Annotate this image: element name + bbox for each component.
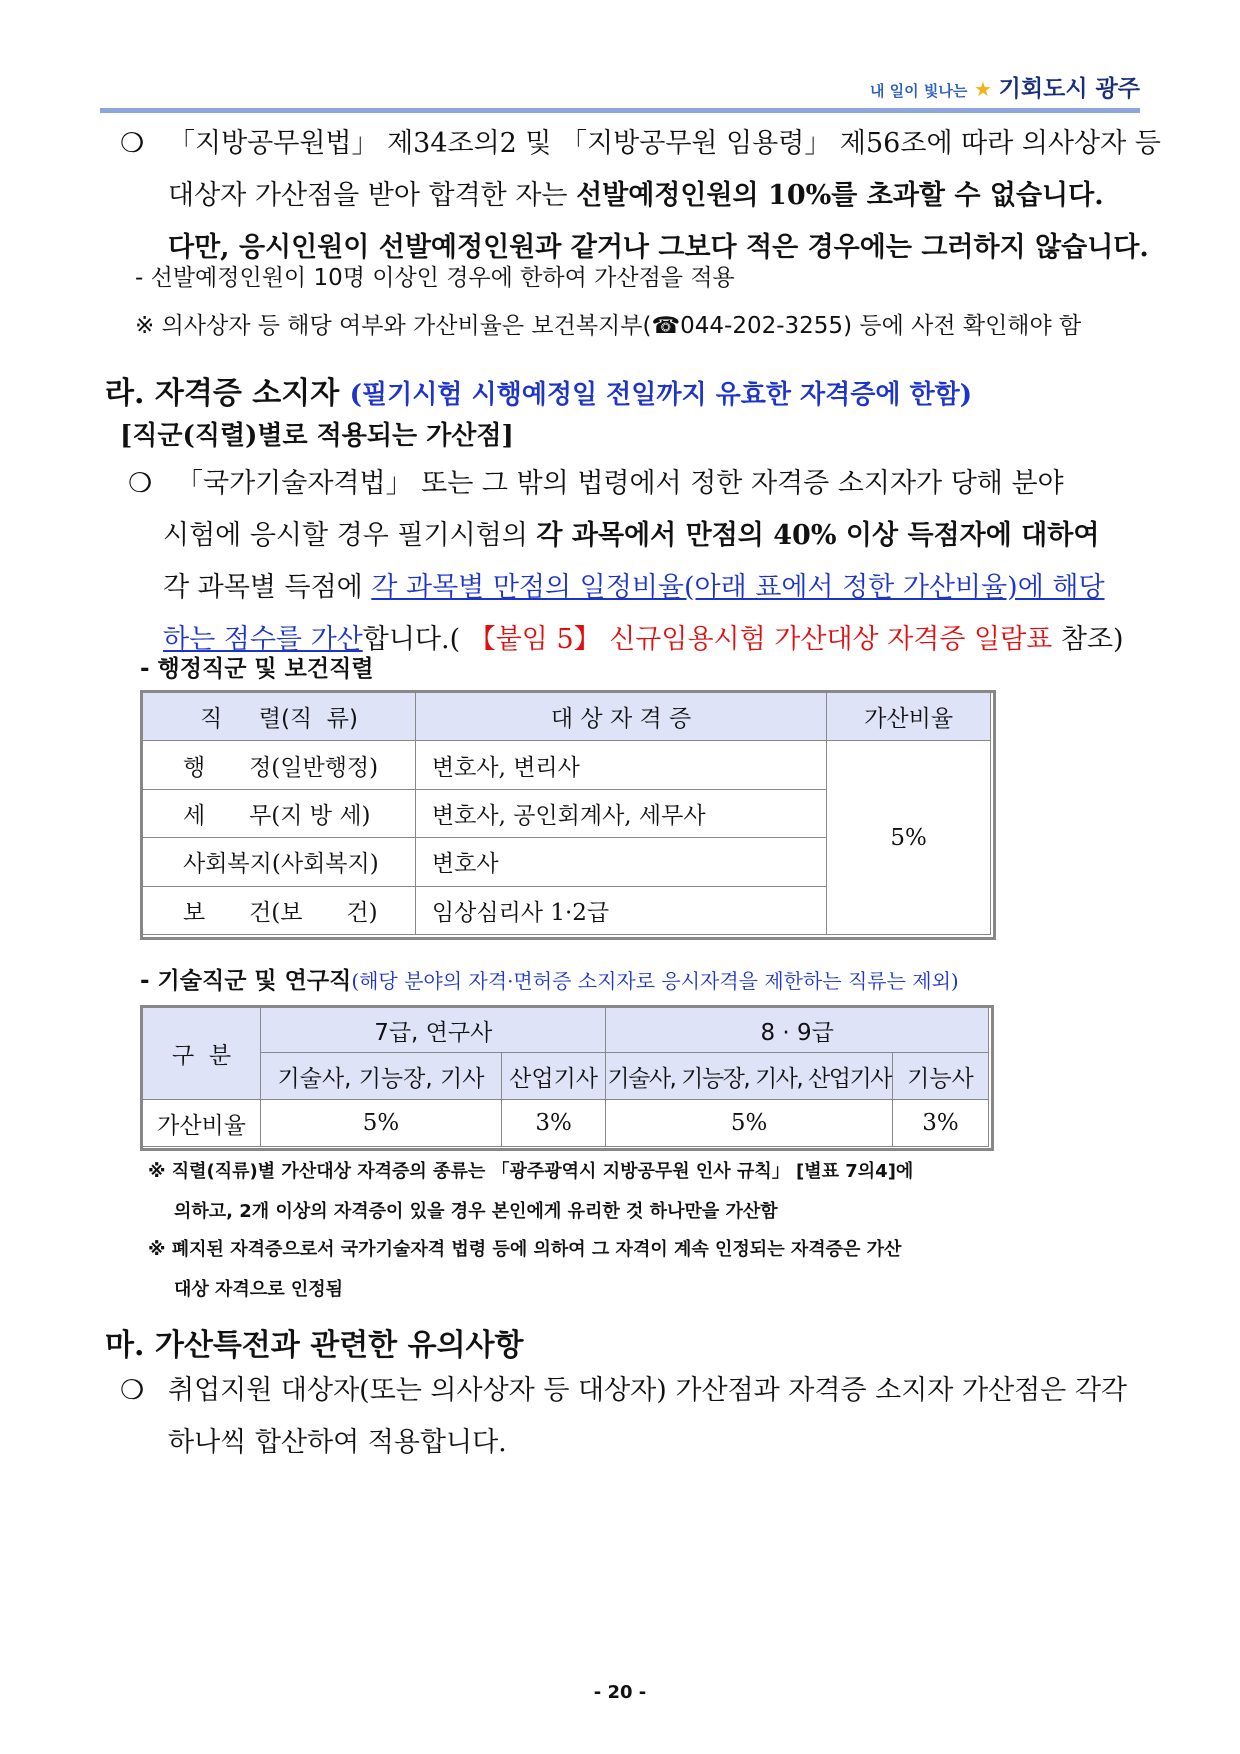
section-title-license: 라. 자격증 소지자 (필기시험 시행예정일 전일까지 유효한 자격증에 한함): [105, 376, 973, 411]
row-label-rate: 가산비율: [143, 1100, 261, 1147]
paragraph-quota: ❍ 「지방공무원법」 제34조의2 및 「지방공무원 임용령」 제56조에 따라 의사상자 등 대상자 가산점을 받아 합격한 자는 선발예정인원의 10%를 초과할 수 없습니다. 다만, 응시인원이 선발예정인원과 같거나 그보다 적은 경우에는 그러하지 않습니다.: [120, 118, 1150, 274]
subheading-bonus-by-class: [직군(직렬)별로 적용되는 가산점]: [120, 421, 514, 451]
table-cell: 변호사, 변리사: [415, 741, 826, 789]
admin-bonus-table: [142, 692, 991, 935]
bullet-icon: ❍: [120, 1375, 145, 1406]
section-title-notes: 마. 가산특전과 관련한 유의사항: [105, 1328, 524, 1363]
col-header-license: 대 상 자 격 증: [415, 693, 826, 741]
footnote-abolished-license: ※ 폐지된 자격증으로서 국가기술자격 법령 등에 의하여 그 자격이 계속 인정되는 자격증은 가산 대상 자격으로 인정됨: [148, 1239, 902, 1300]
attachment-reference: 【붙임 5】 신규임용시험 가산대상 자격증 일람표: [468, 624, 1053, 655]
group-header-8-9: 8 · 9급: [606, 1008, 989, 1053]
col-header-job-class: 직 렬(직 류): [143, 693, 416, 741]
sub-header: 산업기사: [501, 1053, 606, 1100]
sub-header: 기술사, 기능장, 기사, 산업기사: [606, 1053, 892, 1100]
paragraph-combined-bonus: ❍ 취업지원 대상자(또는 의사상자 등 대상자) 가산점과 자격증 소지자 가산점은 각각 하나씩 합산하여 적용합니다.: [120, 1365, 1150, 1469]
footnote-license-types: ※ 직렬(직류)별 가산대상 자격증의 종류는 「광주광역시 지방공무원 인사 규칙」 [별표 7의4]에 의하고, 2개 이상의 자격증이 있을 경우 본인에게 유리한 것 하나만을 가산함: [148, 1161, 914, 1222]
group-header-7: 7급, 연구사: [261, 1008, 606, 1053]
table-cell: 3%: [501, 1100, 606, 1147]
table-cell: 변호사, 공인회계사, 세무사: [415, 789, 826, 837]
note-ministry-contact: ※ 의사상자 등 해당 여부와 가산비율은 보건복지부(☎044-202-3255) 등에 사전 확인해야 함: [135, 313, 1082, 339]
table-cell: 변호사: [415, 838, 826, 886]
table-cell: 5%: [606, 1100, 892, 1147]
subheading-admin-health: - 행정직군 및 보건직렬: [140, 656, 374, 682]
page-number: - 20 -: [593, 1682, 647, 1703]
tech-bonus-table: [142, 1007, 989, 1147]
logo-city: 기회도시 광주: [998, 76, 1140, 102]
paragraph-license-bonus: ❍ 「국가기술자격법」 또는 그 밖의 법령에서 정한 자격증 소지자가 당해 분야 시험에 응시할 경우 필기시험의 각 과목에서 만점의 40% 이상 득점자에 대하여 각 과목별 득점에 각 과목별 만점의 일정비율(아래 표에서 정한 가산비율)에 해당 하는 점수를 가산합니다.( 【붙임 5】 신규임용시험 가산대상 자격증 일람표 참조): [128, 458, 1158, 666]
table-cell: 5%: [261, 1100, 502, 1147]
phone-number: ☎044-202-3255: [651, 313, 844, 339]
header-rule: [100, 108, 1140, 113]
corner-header: 구 분: [143, 1008, 261, 1100]
sub-header: 기술사, 기능장, 기사: [261, 1053, 502, 1100]
table-cell: 보 건(보 건): [143, 886, 416, 934]
table-cell: 임상심리사 1·2급: [415, 886, 826, 934]
logo-tagline: 내 일이 빛나는: [869, 82, 968, 100]
table-cell: 사회복지(사회복지): [143, 838, 416, 886]
dash-item-10-persons: - 선발예정인원이 10명 이상인 경우에 한하여 가산점을 적용: [135, 265, 735, 291]
col-header-rate: 가산비율: [827, 693, 991, 741]
table-cell: 3%: [892, 1100, 988, 1147]
sub-header: 기능사: [892, 1053, 988, 1100]
rate-cell: 5%: [827, 741, 991, 935]
bullet-icon: ❍: [128, 468, 153, 499]
subheading-tech-research: - 기술직군 및 연구직(해당 분야의 자격·면허증 소지자로 응시자격을 제한하는 직류는 제외): [140, 968, 959, 994]
bullet-icon: ❍: [120, 128, 145, 159]
table-cell: 세 무(지 방 세): [143, 789, 416, 837]
header-logo: [870, 70, 1140, 103]
star-icon: ★: [974, 77, 992, 101]
table-cell: 행 정(일반행정): [143, 741, 416, 789]
